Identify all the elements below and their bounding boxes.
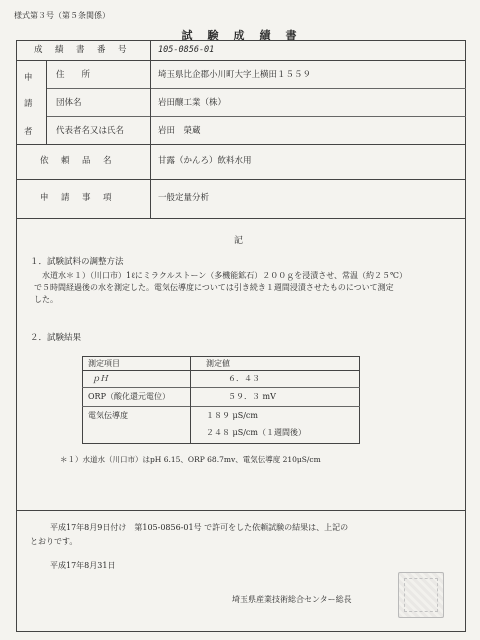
row-divider	[16, 179, 466, 180]
orp-value: ５９．３ mV	[228, 392, 276, 401]
official-seal-stamp	[398, 572, 444, 618]
row-divider	[16, 144, 466, 145]
column-divider	[150, 40, 151, 218]
form-label: 様式第３号（第５条関係）	[14, 11, 110, 20]
results-row-divider	[82, 387, 360, 388]
issue-date: 平成17年8月31日	[50, 561, 116, 570]
orp-label: ORP（酸化還元電位）	[88, 392, 170, 401]
item-name-value: 甘露（かんろ）飲料水用	[158, 156, 252, 166]
address-label: 住 所	[56, 70, 91, 80]
cert-no-value: 105-0856-01	[158, 45, 215, 55]
closing-text: 平成17年8月9日付け 第105-0856-01号 で許可をした依頼試験の結果は、上記の	[50, 523, 349, 532]
section1-line: した。	[34, 295, 58, 304]
section-divider	[16, 510, 466, 511]
document-title: 試 験 成 績 書	[181, 29, 299, 42]
closing-text: とおりです。	[30, 537, 78, 546]
applicant-label-2: 請	[24, 99, 33, 109]
row-divider	[16, 60, 466, 61]
row-divider	[46, 88, 466, 89]
ph-value: ６．４３	[228, 374, 260, 383]
item-name-label: 依 頼 品 名	[40, 156, 114, 166]
representative-value: 岩田 榮蔵	[158, 126, 201, 136]
representative-label: 代表者名又は氏名	[56, 126, 125, 136]
row-divider	[46, 116, 466, 117]
applicant-label-3: 者	[24, 127, 33, 137]
ec-value-one-week: ２４８ μS/cm（１週間後）	[206, 428, 306, 437]
issuer-name: 埼玉県産業技術総合センター総長	[232, 595, 352, 604]
section1-line: で５時間経過後の水を測定した。電気伝導度については引き続き１週間浸漬させたものについて測定	[34, 283, 394, 292]
section2-heading: ２．試験結果	[30, 333, 82, 343]
footnote: ＊１）水道水（川口市）はpH 6.15、ORP 68.7mv、電気伝導度 210μS/cm	[60, 455, 321, 464]
results-row-divider	[82, 370, 360, 371]
applicant-label-1: 申	[24, 73, 33, 83]
results-header-item: 測定項目	[88, 359, 120, 368]
address-value: 埼玉県比企郡小川町大字上横田１５５９	[158, 70, 312, 80]
section1-heading: １．試験試料の調整方法	[30, 257, 124, 267]
ec-label: 電気伝導度	[88, 411, 128, 420]
request-matter-label: 申 請 事 項	[40, 193, 114, 203]
results-header-value: 測定値	[206, 359, 230, 368]
results-row-divider	[82, 406, 360, 407]
ph-label: ｐＨ	[92, 374, 108, 383]
request-matter-value: 一般定量分析	[158, 193, 210, 203]
results-column-divider	[190, 356, 191, 444]
column-divider	[46, 60, 47, 144]
ec-value-initial: １８９ μS/cm	[206, 411, 258, 420]
section1-line: 水道水＊１）（川口市）1ℓにミラクルストーン（多機能鉱石）２００ｇを浸漬させ、常温（約２５℃）	[42, 271, 407, 280]
ki-heading: 記	[234, 236, 244, 246]
company-label: 団体名	[56, 98, 82, 108]
company-value: 岩田醸工業（株）	[158, 98, 227, 108]
row-divider	[16, 218, 466, 219]
cert-no-label: 成 績 書 番 号	[34, 45, 129, 55]
